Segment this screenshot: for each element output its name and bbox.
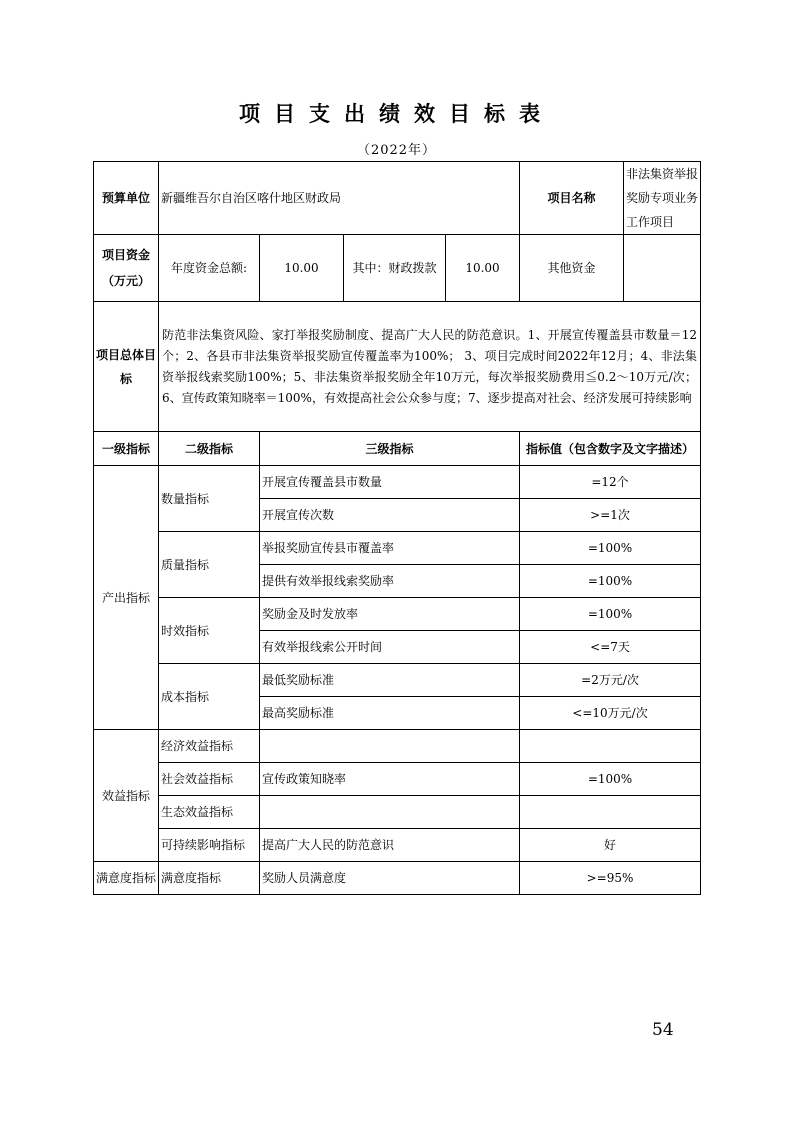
header-value: 指标值（包含数字及文字描述）: [520, 432, 701, 466]
indicator-name: 开展宣传次数: [260, 499, 520, 532]
indicator-name: 最高奖励标准: [260, 697, 520, 730]
indicator-name: 开展宣传覆盖县市数量: [260, 466, 520, 499]
other-funds-label: 其他资金: [520, 235, 624, 302]
indicator-value: =100%: [520, 598, 701, 631]
output-group-label: 数量指标: [159, 466, 260, 532]
header-level3: 三级指标: [260, 432, 520, 466]
funds-label: [94, 235, 159, 302]
fiscal-label: 其中：财政拨款: [344, 235, 446, 302]
indicator-name: 提高广大人民的防范意识: [260, 829, 520, 862]
benefit-sub-label: 经济效益指标: [159, 730, 260, 763]
indicator-value: =100%: [520, 763, 701, 796]
indicator-value: >=1次: [520, 499, 701, 532]
table-row: [94, 466, 701, 499]
benefit-sub-label: 生态效益指标: [159, 796, 260, 829]
benefit-label: 效益指标: [94, 730, 159, 862]
satisfaction-sub-label: 满意度指标: [159, 862, 260, 895]
indicator-value: =2万元/次: [520, 664, 701, 697]
goal-text: 防范非法集资风险、家打举报奖励制度、提高广大人民的防范意识。1、开展宣传覆盖县市数量＝12个；2、各县市非法集资举报奖励宣传覆盖率为100%； 3、项目完成时间2022年12月；4、非法集资举报线索奖励100%；5、非法集资举报奖励全年10万元，每次举报奖励费用≦0.2～10万元/次；6、宣传政策知晓率＝100%，有效提高社会公众参与度；7、逐步提高对社会、经济发展可持续影响: [159, 302, 701, 432]
goal-label: 项目总体目标: [94, 302, 159, 432]
indicator-name: [260, 796, 520, 829]
table-row: [94, 532, 701, 565]
year-label: （2022年）: [356, 143, 437, 158]
indicator-name: 奖励金及时发放率: [260, 598, 520, 631]
table-row: [94, 598, 701, 631]
indicator-name: 举报奖励宣传县市覆盖率: [260, 532, 520, 565]
indicator-value: =100%: [520, 532, 701, 565]
indicator-name: 宣传政策知晓率: [260, 763, 520, 796]
indicator-name: 奖励人员满意度: [260, 862, 520, 895]
header-row: [94, 432, 701, 466]
table-row: [94, 829, 701, 862]
performance-table: [93, 161, 701, 895]
page-title: 项目支出绩效目标表: [239, 102, 554, 126]
output-group-label: 成本指标: [159, 664, 260, 730]
project-name-value: 非法集资举报奖励专项业务工作项目: [624, 162, 701, 235]
indicator-value: <=10万元/次: [520, 697, 701, 730]
benefit-sub-label: 社会效益指标: [159, 763, 260, 796]
benefit-sub-label: 可持续影响指标: [159, 829, 260, 862]
budget-unit-value: 新疆维吾尔自治区喀什地区财政局: [159, 162, 520, 235]
funds-label-line1: 项目资金: [101, 248, 150, 262]
header-level2: 二级指标: [159, 432, 260, 466]
table-row: [94, 664, 701, 697]
indicator-value: >=95%: [520, 862, 701, 895]
other-funds-value: [624, 235, 701, 302]
fiscal-value: 10.00: [446, 235, 520, 302]
satisfaction-label: 满意度指标: [94, 862, 159, 895]
output-group-label: 质量指标: [159, 532, 260, 598]
goal-row: [94, 302, 701, 432]
indicator-name: 提供有效举报线索奖励率: [260, 565, 520, 598]
output-group-label: 时效指标: [159, 598, 260, 664]
page-number: 54: [652, 1020, 674, 1040]
annual-total-label: 年度资金总额:: [159, 235, 260, 302]
project-name-label: 项目名称: [520, 162, 624, 235]
indicator-value: [520, 796, 701, 829]
annual-total-value: 10.00: [260, 235, 344, 302]
table-row: [94, 730, 701, 763]
indicator-name: 最低奖励标准: [260, 664, 520, 697]
budget-unit-row: [94, 162, 701, 235]
table-row: [94, 862, 701, 895]
funds-row: [94, 235, 701, 302]
table-row: [94, 763, 701, 796]
table-row: [94, 796, 701, 829]
indicator-value: =12个: [520, 466, 701, 499]
indicator-name: [260, 730, 520, 763]
output-label: 产出指标: [94, 466, 159, 730]
indicator-value: <=7天: [520, 631, 701, 664]
header-level1: 一级指标: [94, 432, 159, 466]
indicator-name: 有效举报线索公开时间: [260, 631, 520, 664]
indicator-value: 好: [520, 829, 701, 862]
funds-label-line2: （万元）: [101, 274, 150, 288]
budget-unit-label: 预算单位: [94, 162, 159, 235]
indicator-value: =100%: [520, 565, 701, 598]
indicator-value: [520, 730, 701, 763]
